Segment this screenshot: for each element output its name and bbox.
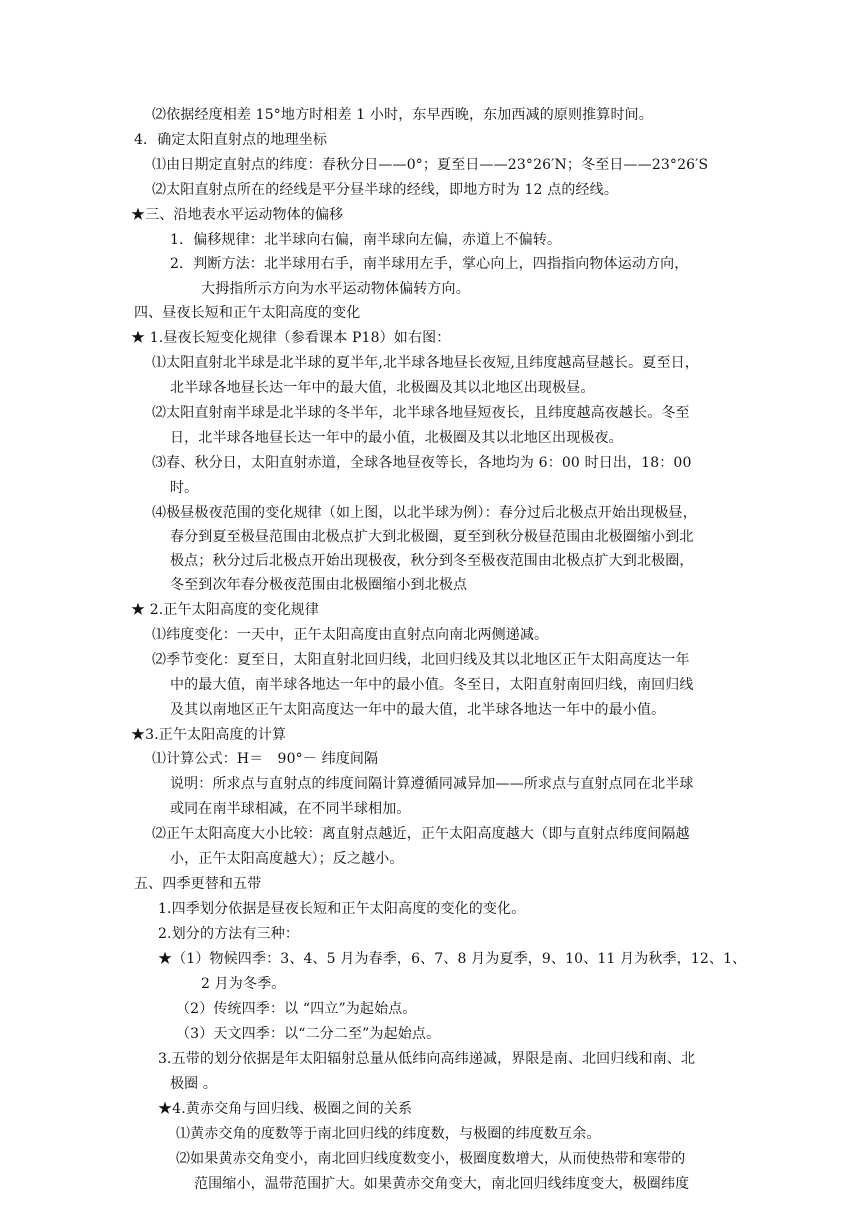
- section-heading: ★3.正午太阳高度的计算: [131, 727, 287, 743]
- text-line: 大拇指所示方向为水平运动物体偏转方向。: [201, 281, 470, 297]
- section-heading: 五、四季更替和五带: [134, 876, 262, 892]
- text-line: 小，正午太阳高度越大）；反之越小。: [170, 851, 404, 867]
- text-line: 2 月为冬季。: [201, 976, 286, 992]
- text-line: ⑴太阳直射北半球是北半球的夏半年,北半球各地昼长夜短,且纬度越高昼越长。夏至日，: [152, 355, 699, 371]
- text-line: ⑵太阳直射点所在的经线是平分昼半球的经线，即地方时为 12 点的经线。: [152, 182, 618, 198]
- text-line: ⑵依据经度相差 15°地方时相差 1 小时，东早西晚，东加西减的原则推算时间。: [152, 107, 653, 123]
- text-line: ⑴由日期定直射点的纬度：春秋分日——0°；夏至日——23°26′N；冬至日——23°26′S: [152, 157, 709, 173]
- text-line: 范围缩小，温带范围扩大。如果黄赤交角变大，南北回归线纬度变大，极圈纬度: [194, 1176, 690, 1192]
- section-heading: ★ 2.正午太阳高度的变化规律: [131, 602, 320, 618]
- text-line: （2）传统四季：以 “四立”为起始点。: [176, 1001, 417, 1017]
- text-line: 3.五带的划分依据是年太阳辐射总量从低纬向高纬递减，界限是南、北回归线和南、北: [158, 1051, 696, 1067]
- section-heading: ★ 1.昼夜长短变化规律（参看课本 P18）如右图：: [131, 330, 451, 346]
- text-line: ⑴黄赤交角的度数等于南北回归线的纬度数，与极圈的纬度数互余。: [176, 1126, 601, 1142]
- text-line: 冬至到次年春分极夜范围由北极圈缩小到北极点: [170, 577, 468, 593]
- text-line: 或同在南半球相减，在不同半球相加。: [170, 801, 411, 817]
- formula-line: ⑴计算公式：H＝ 90°－ 纬度间隔: [152, 751, 379, 767]
- text-line: ★（1）物候四季：3、4、5 月为春季，6、7、8 月为夏季，9、10、11 月为秋季，12、1、: [158, 951, 747, 967]
- text-line: 春分到夏至极昼范围由北极点扩大到北极圈，夏至到秋分极昼范围由北极圈缩小到北: [170, 529, 694, 545]
- text-line: ⑶春、秋分日，太阳直射赤道，全球各地昼夜等长，各地均为 6：00 时日出，18：00: [152, 455, 692, 471]
- text-line: 说明：所求点与直射点的纬度间隔计算遵循同减异加——所求点与直射点同在北半球: [170, 776, 694, 792]
- text-line: 1.四季划分依据是昼夜长短和正午太阳高度的变化的变化。: [158, 901, 526, 917]
- text-line: 1．偏移规律：北半球向右偏，南半球向左偏，赤道上不偏转。: [170, 232, 562, 248]
- text-line: 2.划分的方法有三种：: [158, 926, 300, 942]
- section-heading: 4．确定太阳直射点的地理坐标: [134, 132, 328, 148]
- section-heading: 四、昼夜长短和正午太阳高度的变化: [134, 305, 361, 321]
- text-line: 及其以南地区正午太阳高度达一年中的最大值，北半球各地达一年中的最小值。: [170, 702, 666, 718]
- text-line: 极点；秋分过后北极点开始出现极夜，秋分到冬至极夜范围由北极点扩大到北极圈，: [170, 553, 694, 569]
- text-line: 北半球各地昼长达一年中的最大值，北极圈及其以北地区出现极昼。: [170, 380, 595, 396]
- text-line: ⑴纬度变化：一天中，正午太阳高度由直射点向南北两侧递减。: [152, 627, 549, 643]
- text-line: 时。: [170, 480, 199, 496]
- text-line: ⑵太阳直射南半球是北半球的冬半年，北半球各地昼短夜长，且纬度越高夜越长。冬至: [152, 405, 690, 421]
- text-line: 极圈 。: [170, 1076, 218, 1092]
- text-line: ⑵季节变化：夏至日，太阳直射北回归线，北回归线及其以北地区正午太阳高度达一年: [152, 652, 690, 668]
- text-line: ⑵如果黄赤交角变小，南北回归线度数变小，极圈度数增大，从而使热带和寒带的: [176, 1151, 686, 1167]
- text-line: ⑷极昼极夜范围的变化规律（如上图，以北半球为例）：春分过后北极点开始出现极昼，: [152, 505, 697, 521]
- text-line: ⑵正午太阳高度大小比较：离直射点越近，正午太阳高度越大（即与直射点纬度间隔越: [152, 826, 690, 842]
- text-line: 2．判断方法：北半球用右手，南半球用左手，掌心向上，四指指向物体运动方向，: [170, 256, 689, 272]
- text-line: 中的最大值，南半球各地达一年中的最小值。冬至日，太阳直射南回归线，南回归线: [170, 677, 694, 693]
- text-line: （3）天文四季：以“二分二至”为起始点。: [176, 1026, 441, 1042]
- section-heading: ★三、沿地表水平运动物体的偏移: [131, 207, 344, 223]
- section-heading: ★4.黄赤交角与回归线、极圈之间的关系: [158, 1101, 413, 1117]
- text-line: 日，北半球各地昼长达一年中的最小值，北极圈及其以北地区出现极夜。: [170, 430, 623, 446]
